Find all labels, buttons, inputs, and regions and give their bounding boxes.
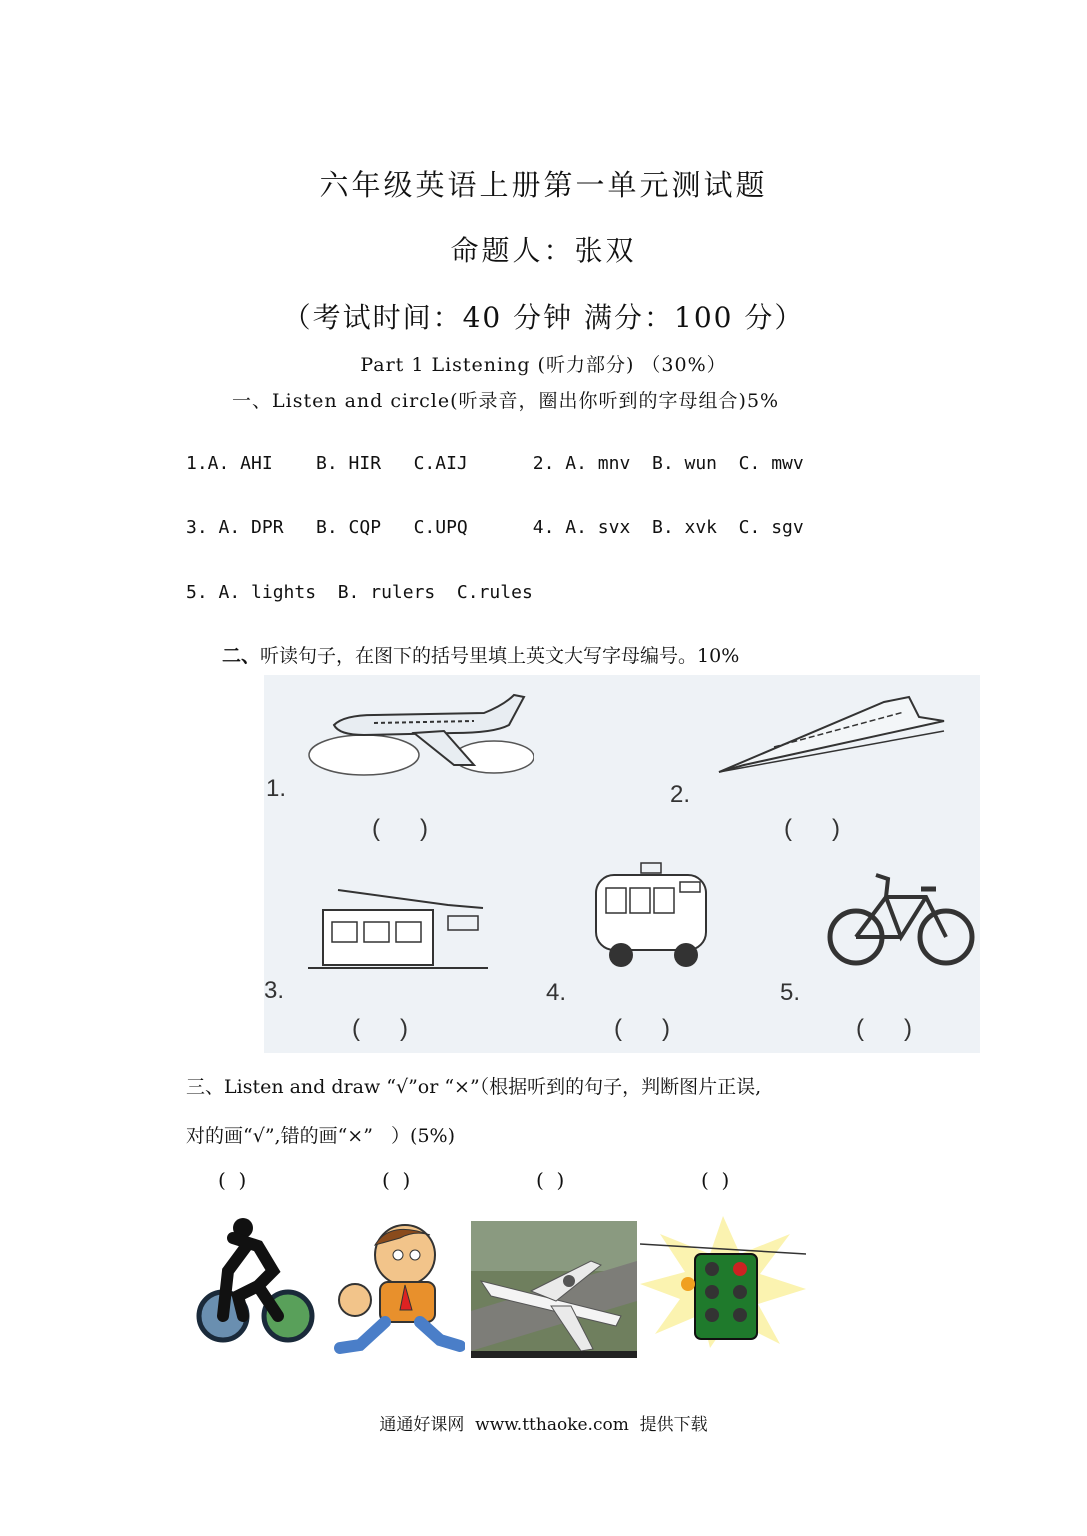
part-heading: Part 1 Listening (听力部分) （30%） — [360, 354, 727, 376]
footer-text: 通通好课网 www.tthaoke.com 提供下载 — [379, 1415, 708, 1435]
section3-blank-4: ( ) — [701, 1168, 730, 1192]
figure-number-1: 1. — [266, 775, 287, 802]
section2-heading — [222, 641, 739, 668]
train-icon — [714, 687, 954, 777]
traffic-light-icon — [640, 1214, 806, 1348]
exam-time-info: （考试时间：40 分钟 满分：100 分） — [282, 301, 805, 334]
airplane-photo-icon — [471, 1221, 637, 1358]
figure-blank-4: ( ) — [614, 1015, 670, 1042]
section3-blank-3: ( ) — [536, 1168, 565, 1192]
section1-heading: 一、Listen and circle(听录音，圈出你听到的字母组合)5% — [232, 390, 780, 412]
cyclist-icon — [188, 1216, 318, 1344]
section3-heading-line2: 对的画“√”,错的画“×” ）(5%) — [186, 1125, 456, 1147]
section2-text: 听读句子，在图下的括号里填上英文大写字母编号。10% — [260, 645, 740, 667]
section1-row: 3. A. DPR B. CQP C.UPQ 4. A. svx B. xvk C. sgv — [186, 517, 804, 538]
section2-figure — [264, 675, 980, 1053]
figure-blank-3: ( ) — [352, 1015, 408, 1042]
author-line: 命题人：张双 — [450, 234, 637, 267]
section1-row: 1.A. AHI B. HIR C.AIJ 2. A. mnv B. wun C. mwv — [186, 453, 804, 474]
walking-boy-icon — [320, 1220, 465, 1358]
bus-station-icon — [308, 880, 493, 975]
bus-icon — [586, 860, 726, 975]
section3-heading-line1: 三、Listen and draw “√”or “×”（根据听到的句子，判断图片正误, — [186, 1076, 762, 1098]
figure-blank-5: ( ) — [856, 1015, 912, 1042]
figure-blank-2: ( ) — [784, 815, 840, 842]
bicycle-icon — [826, 867, 976, 972]
section3-blank-1: ( ) — [218, 1168, 247, 1192]
figure-blank-1: ( ) — [372, 815, 428, 842]
page-title: 六年级英语上册第一单元测试题 — [319, 168, 768, 202]
figure-number-3: 3. — [264, 977, 285, 1004]
figure-number-5: 5. — [780, 979, 801, 1006]
figure-number-2: 2. — [670, 781, 691, 808]
section3-blank-2: ( ) — [382, 1168, 411, 1192]
airplane-icon — [304, 685, 534, 785]
section1-row: 5. A. lights B. rulers C.rules — [186, 582, 533, 603]
figure-number-4: 4. — [546, 979, 567, 1006]
section2-number: 二、 — [222, 645, 261, 667]
